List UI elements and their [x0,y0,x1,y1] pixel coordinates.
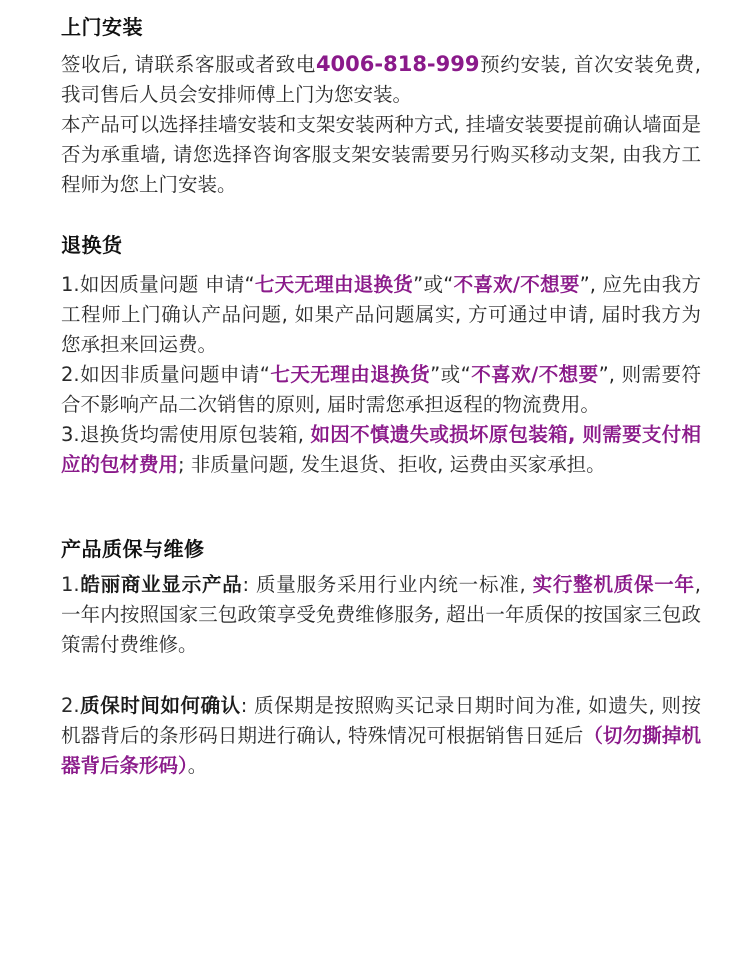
returns-heading: 退换货 [61,233,123,257]
warranty-item-2-text-b: 。 [187,754,208,777]
install-p1-prefix: 签收后, 请联系客服或者致电 [61,53,316,76]
warranty-item-2-number: 2. [61,694,80,717]
seven-day-return-highlight: 七天无理由退换货 [269,363,431,386]
dislike-highlight: 不喜欢/不想要 [453,273,580,296]
install-paragraph-2: 本产品可以选择挂墙安装和支架安装两种方式, 挂墙安装要提前确认墙面是否为承重墙, 请您选择咨询客服支架安装需要另行购买移动支架, 由我方工程师为您上门安装。 [61,113,701,196]
warranty-heading: 产品质保与维修 [61,537,205,561]
returns-item-1-text-b: ”或“ [413,273,454,296]
warranty-item-2-text-a: : 质保期是按照购买记录日期时间为准, 如遗失, 则按机器背后的条形码日期进行确认, 特殊情况可根据销售日延后 [61,694,701,747]
returns-item-3-text-b: ; 非质量问题, 发生退货、拒收, 运费由买家承担。 [178,453,606,476]
warranty-item-1-text-a: : 质量服务采用行业内统一标准, [242,573,533,596]
warranty-item-2-bold: 质保时间如何确认 [79,694,241,717]
install-heading: 上门安装 [61,15,143,39]
returns-item-3 [61,420,701,480]
packaging-fee-highlight: 如因不慎遗失或损坏原包装箱, 则需要支付相应的包材费用 [61,423,701,476]
warranty-item-1 [61,570,701,660]
returns-item-2 [61,360,701,420]
returns-item-1-text-a: 1.如因质量问题 申请“ [61,273,255,296]
returns-item-2-text-b: ”或“ [430,363,471,386]
warranty-item-1-text-b: , 一年内按照国家三包政策享受免费维修服务, 超出一年质保的按国家三包政策需付费维修。 [61,573,701,656]
warranty-item-1-bold: 皓丽商业显示产品 [79,573,243,596]
one-year-warranty-highlight: 实行整机质保一年 [532,573,695,596]
returns-item-2-text-a: 2.如因非质量问题申请“ [61,363,270,386]
barcode-warning-highlight: （切勿撕掉机器背后条形码） [61,724,701,777]
returns-item-2-text-c: ”, 则需要符合不影响产品二次销售的原则, 届时需您承担返程的物流费用。 [61,363,701,416]
service-phone-number: 4006-818-999 [315,52,480,76]
warranty-item-1-number: 1. [61,573,80,596]
dislike-highlight: 不喜欢/不想要 [470,363,599,386]
seven-day-return-highlight: 七天无理由退换货 [254,273,414,296]
returns-item-3-text-a: 3.退换货均需使用原包装箱, [61,423,311,446]
returns-item-1 [61,270,701,360]
returns-item-1-text-c: ”, 应先由我方工程师上门确认产品问题, 如果产品问题属实, 方可通过申请, 届时我方为您承担来回运费。 [61,273,701,356]
install-p1-suffix: 预约安装, 首次安装免费, 我司售后人员会安排师傅上门为您安装。 [61,53,701,106]
install-paragraph-1 [61,49,701,110]
warranty-item-2 [61,691,701,781]
